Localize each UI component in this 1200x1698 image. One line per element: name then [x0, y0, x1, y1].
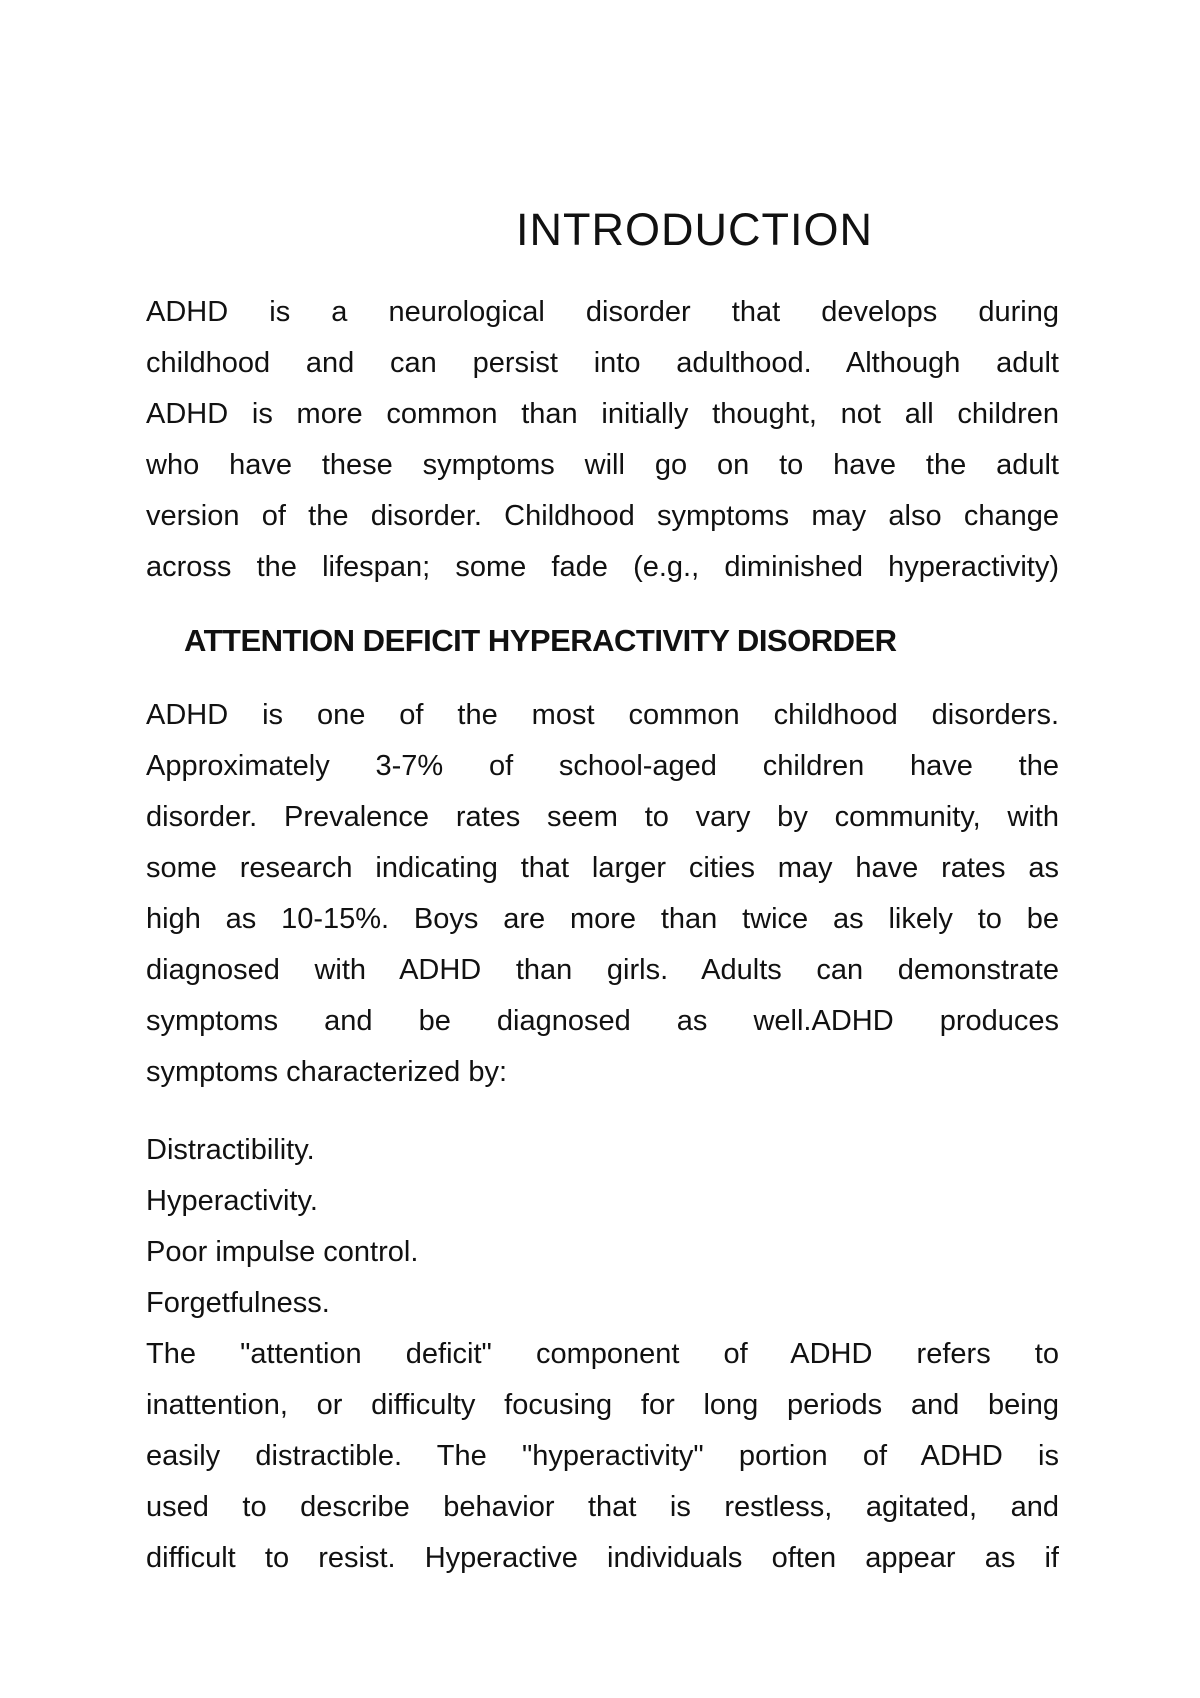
intro-line: ADHD is a neurological disorder that develops during — [146, 296, 1059, 328]
closing-line: difficult to resist. Hyperactive individuals often appear as if — [146, 1542, 1059, 1574]
section-paragraph — [146, 690, 1059, 1098]
page-title: INTRODUCTION — [516, 204, 873, 255]
closing-line: inattention, or difficulty focusing for long periods and being — [146, 1389, 1059, 1421]
intro-line: who have these symptoms will go on to have the adult — [146, 449, 1059, 481]
intro-paragraph — [146, 287, 1059, 593]
section-line: symptoms and be diagnosed as well.ADHD produces — [146, 1005, 1059, 1037]
symptom-list — [146, 1125, 1059, 1329]
intro-line: version of the disorder. Childhood symptoms may also change — [146, 500, 1059, 532]
section-line: disorder. Prevalence rates seem to vary by community, with — [146, 801, 1059, 833]
intro-line: across the lifespan; some fade (e.g., diminished hyperactivity) — [146, 551, 1059, 583]
section-heading: ATTENTION DEFICIT HYPERACTIVITY DISORDER — [184, 623, 897, 658]
symptom-item: Forgetfulness. — [146, 1287, 330, 1319]
symptom-item: Poor impulse control. — [146, 1236, 419, 1268]
closing-line: The "attention deficit" component of ADHD refers to — [146, 1338, 1059, 1370]
closing-paragraph — [146, 1329, 1059, 1584]
symptom-item: Hyperactivity. — [146, 1185, 318, 1217]
intro-line: ADHD is more common than initially thought, not all children — [146, 398, 1059, 430]
closing-line: used to describe behavior that is restless, agitated, and — [146, 1491, 1059, 1523]
section-line: some research indicating that larger cities may have rates as — [146, 852, 1059, 884]
intro-line: childhood and can persist into adulthood. Although adult — [146, 347, 1059, 379]
section-line: ADHD is one of the most common childhood disorders. — [146, 699, 1059, 731]
closing-line: easily distractible. The "hyperactivity" portion of ADHD is — [146, 1440, 1059, 1472]
symptom-item: Distractibility. — [146, 1134, 315, 1166]
section-line: high as 10-15%. Boys are more than twice as likely to be — [146, 903, 1059, 935]
section-line: diagnosed with ADHD than girls. Adults can demonstrate — [146, 954, 1059, 986]
section-line: symptoms characterized by: — [146, 1056, 508, 1088]
section-line: Approximately 3-7% of school-aged children have the — [146, 750, 1059, 782]
